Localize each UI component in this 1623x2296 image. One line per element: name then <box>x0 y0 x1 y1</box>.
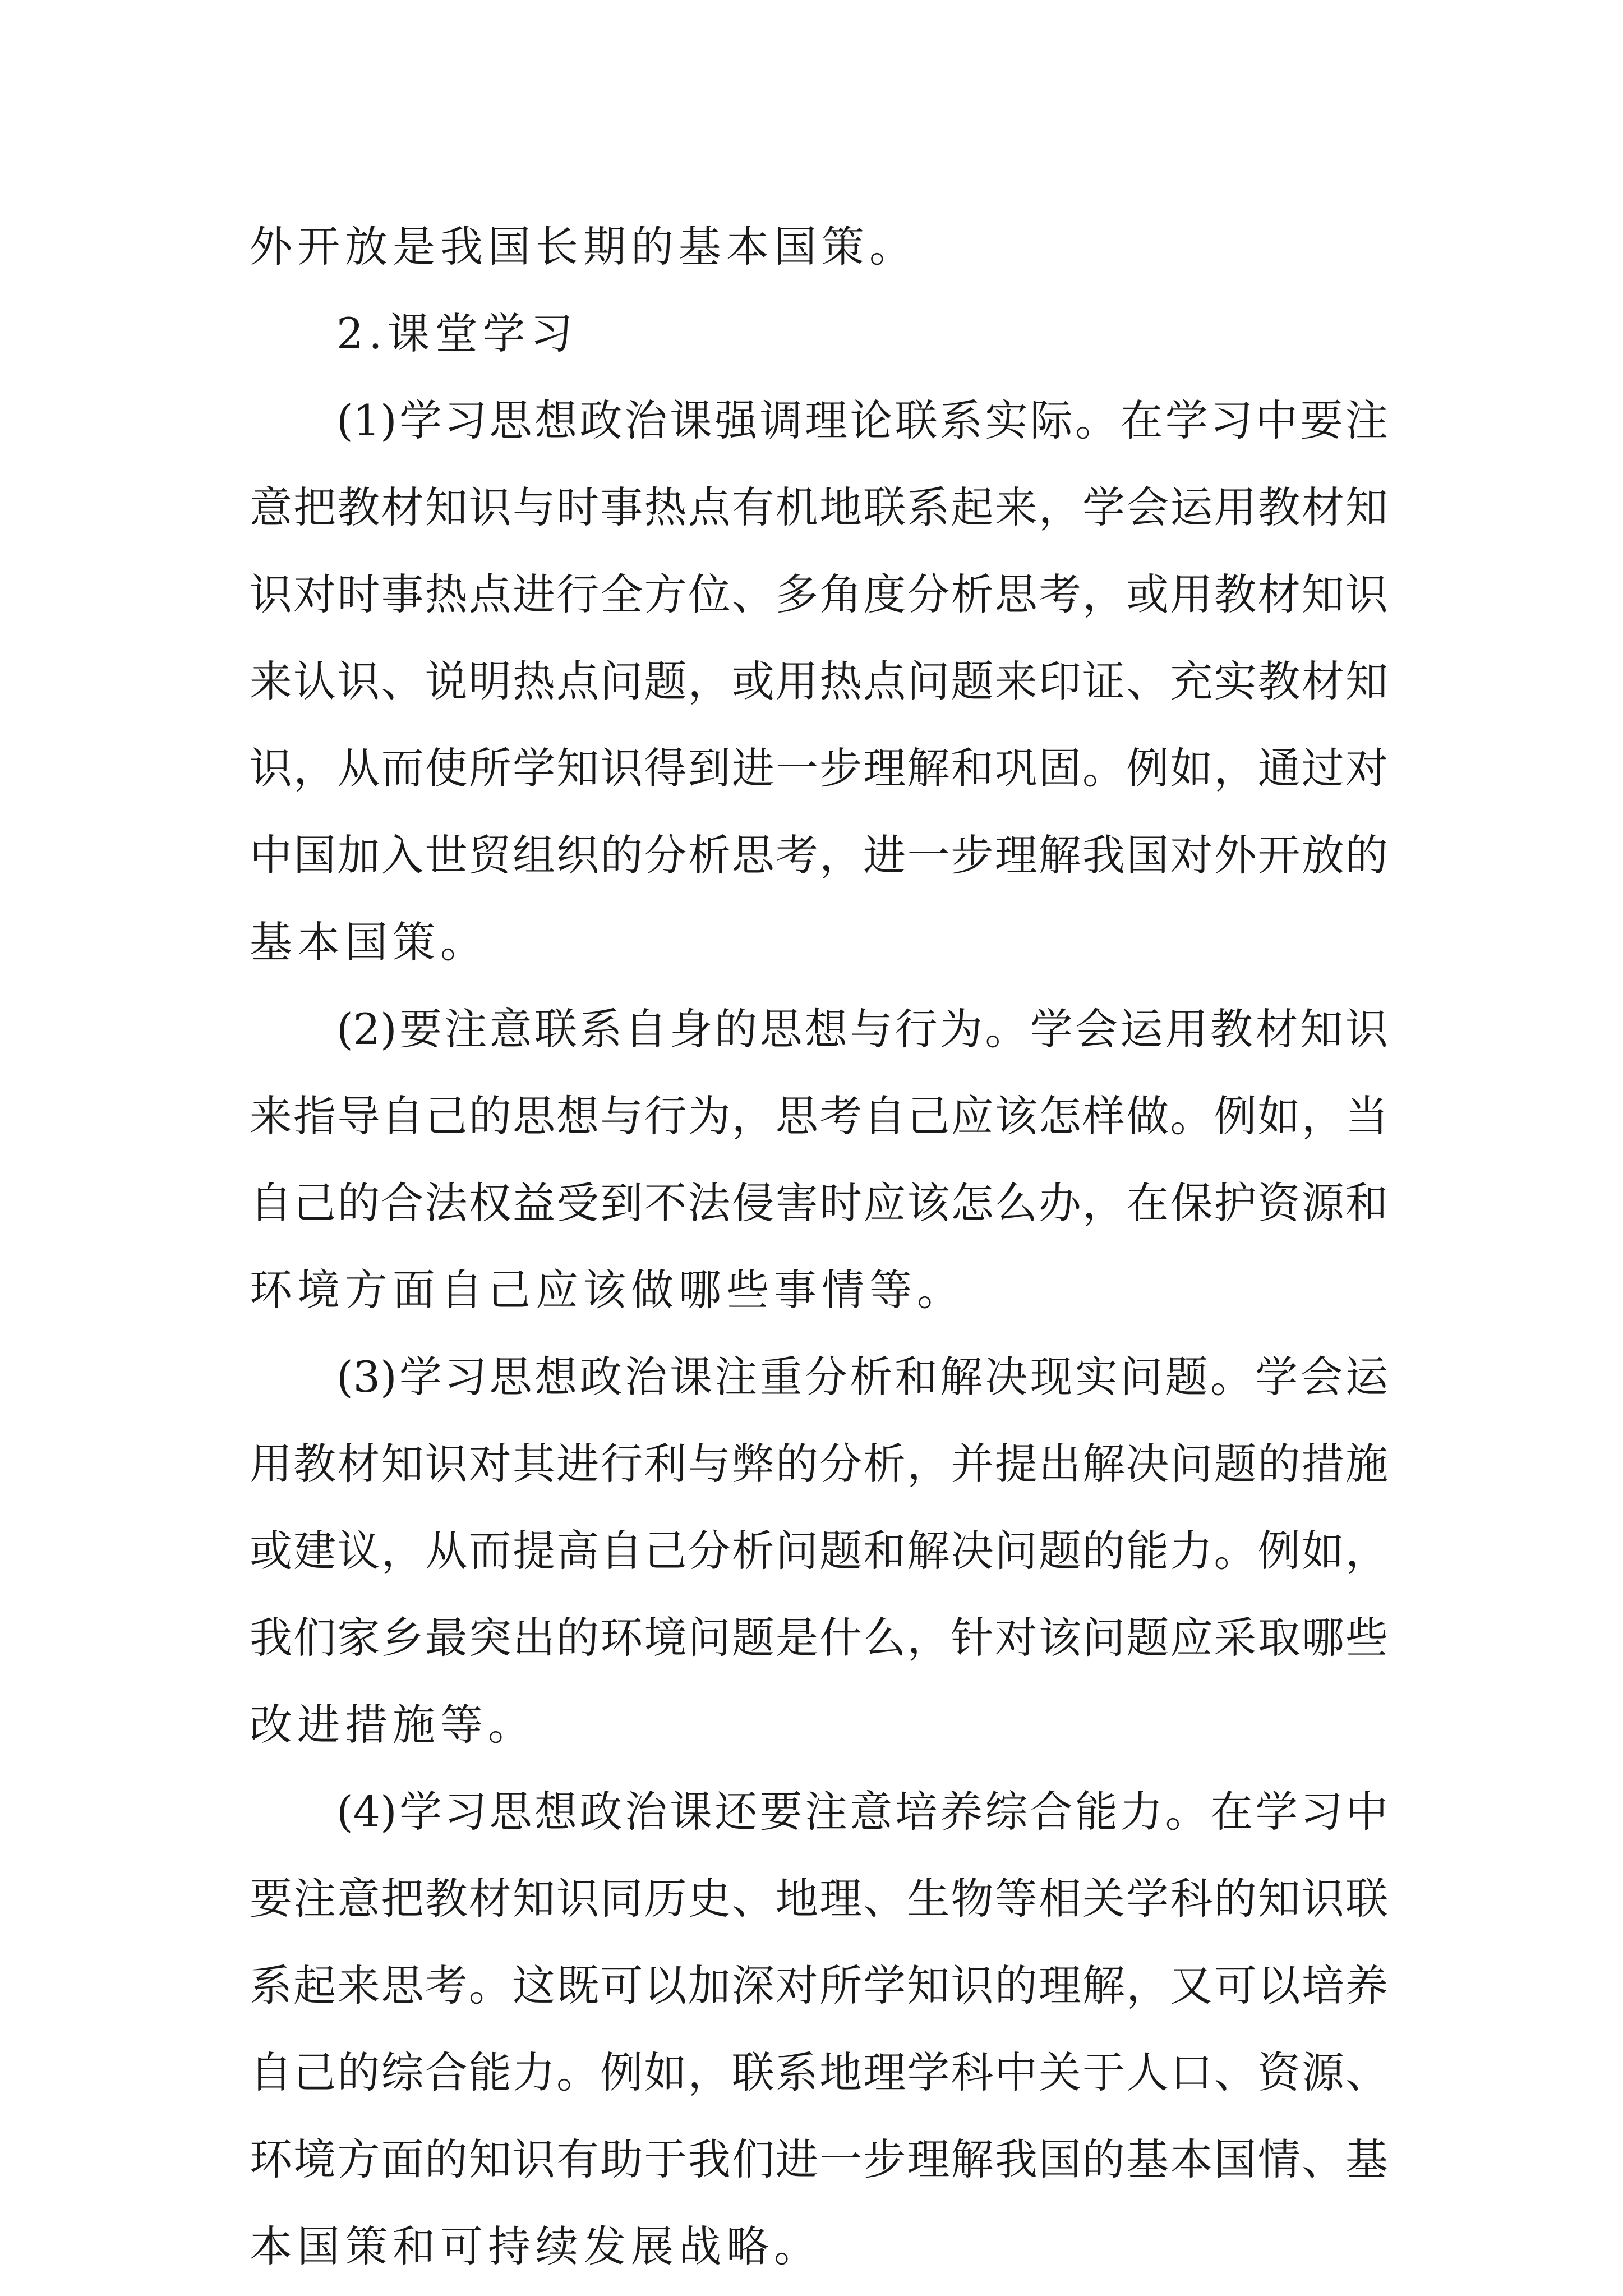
paragraph-4-line: 环境方面的知识有助于我们进一步理解我国的基本国情、基 <box>250 2134 1388 2184</box>
paragraph-1-line: 意把教材知识与时事热点有机地联系起来，学会运用教材知 <box>250 482 1388 532</box>
paragraph-3-line: (3)学习思想政治课注重分析和解决现实问题。学会运 <box>336 1352 1388 1402</box>
text-line: 外开放是我国长期的基本国策。 <box>250 222 917 272</box>
paragraph-4-line: 系起来思考。这既可以加深对所学知识的理解，又可以培养 <box>250 1961 1388 2010</box>
paragraph-3-line: 改进措施等。 <box>250 1700 536 1750</box>
paragraph-4-line: 自己的综合能力。例如，联系地理学科中关于人口、资源、 <box>250 2047 1388 2097</box>
paragraph-4-line: 本国策和可持续发展战略。 <box>250 2221 822 2271</box>
paragraph-3-line: 我们家乡最突出的环境问题是什么，针对该问题应采取哪些 <box>250 1613 1388 1663</box>
section-heading: 2.课堂学习 <box>336 309 578 358</box>
paragraph-4-line: 要注意把教材知识同历史、地理、生物等相关学科的知识联 <box>250 1874 1388 1924</box>
paragraph-2-line: (2)要注意联系自身的思想与行为。学会运用教材知识 <box>336 1004 1388 1054</box>
paragraph-4-line: (4)学习思想政治课还要注意培养综合能力。在学习中 <box>336 1787 1388 1837</box>
paragraph-1-line: 基本国策。 <box>250 917 488 967</box>
paragraph-1-line: 识，从而使所学知识得到进一步理解和巩固。例如，通过对 <box>250 743 1388 793</box>
paragraph-1-line: 识对时事热点进行全方位、多角度分析思考，或用教材知识 <box>250 569 1388 619</box>
paragraph-1-line: (1)学习思想政治课强调理论联系实际。在学习中要注 <box>336 395 1388 445</box>
paragraph-2-line: 来指导自己的思想与行为，思考自己应该怎样做。例如，当 <box>250 1091 1388 1141</box>
paragraph-2-line: 环境方面自己应该做哪些事情等。 <box>250 1265 965 1315</box>
paragraph-2-line: 自己的合法权益受到不法侵害时应该怎么办，在保护资源和 <box>250 1178 1388 1228</box>
paragraph-3-line: 用教材知识对其进行利与弊的分析，并提出解决问题的措施 <box>250 1439 1388 1489</box>
paragraph-3-line: 或建议，从而提高自己分析问题和解决问题的能力。例如， <box>250 1526 1388 1576</box>
paragraph-1-line: 来认识、说明热点问题，或用热点问题来印证、充实教材知 <box>250 656 1388 706</box>
paragraph-1-line: 中国加入世贸组织的分析思考，进一步理解我国对外开放的 <box>250 830 1388 880</box>
